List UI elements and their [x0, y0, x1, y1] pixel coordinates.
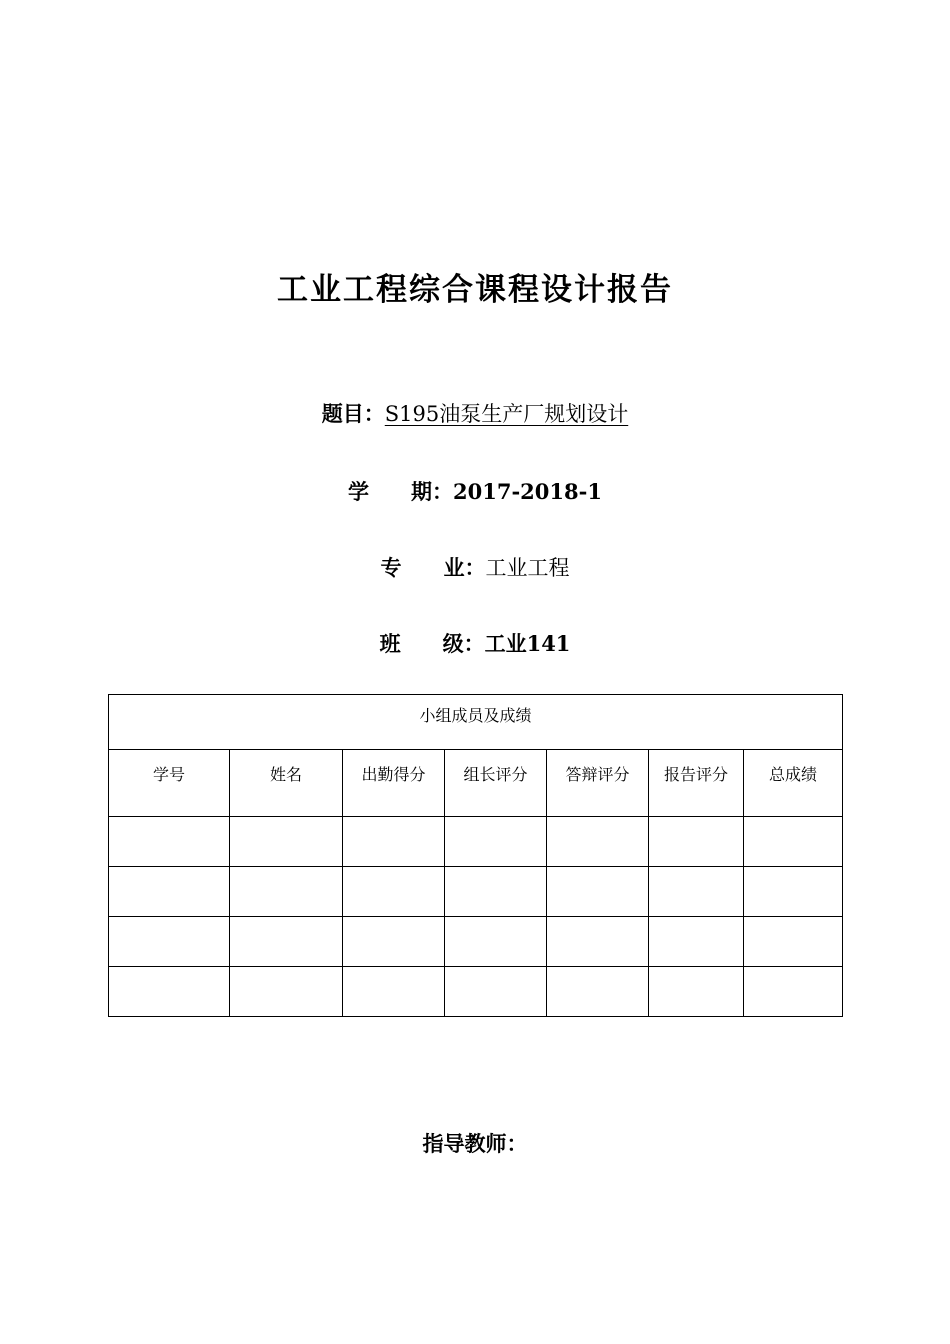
- major-value: 工业工程: [485, 556, 570, 580]
- class-line: [0, 630, 950, 658]
- term-label: 学 期：: [348, 479, 454, 504]
- table-cell[interactable]: [649, 967, 744, 1017]
- table-cell[interactable]: [109, 867, 230, 917]
- term-value: 2017-2018-1: [453, 479, 602, 504]
- table-caption-row: [109, 695, 843, 750]
- table-cell[interactable]: [445, 817, 547, 867]
- table-cell[interactable]: [109, 967, 230, 1017]
- class-label: 班 级：: [379, 631, 485, 656]
- header-student-id: 学号: [109, 750, 230, 817]
- table-row: [109, 817, 843, 867]
- table-cell[interactable]: [230, 967, 343, 1017]
- table-cell[interactable]: [547, 917, 649, 967]
- header-name: 姓名: [230, 750, 343, 817]
- table-cell[interactable]: [649, 867, 744, 917]
- table-cell[interactable]: [109, 817, 230, 867]
- table-cell[interactable]: [744, 917, 843, 967]
- table-cell[interactable]: [109, 917, 230, 967]
- class-value: 工业141: [484, 631, 571, 656]
- grade-table: [108, 694, 843, 1017]
- report-title: 工业工程综合课程设计报告: [277, 272, 673, 308]
- table-cell[interactable]: [343, 817, 445, 867]
- topic-label: 题目：: [321, 401, 385, 426]
- table-row: [109, 967, 843, 1017]
- header-total-score: 总成绩: [744, 750, 843, 817]
- table-cell[interactable]: [649, 917, 744, 967]
- table-cell[interactable]: [445, 967, 547, 1017]
- table-cell[interactable]: [343, 917, 445, 967]
- table-cell[interactable]: [744, 967, 843, 1017]
- table-caption: 小组成员及成绩: [109, 695, 843, 750]
- table-cell[interactable]: [445, 917, 547, 967]
- major-label: 专 业：: [380, 555, 486, 580]
- major-line: [0, 554, 950, 582]
- table-cell[interactable]: [230, 917, 343, 967]
- table-cell[interactable]: [744, 867, 843, 917]
- table-row: [109, 867, 843, 917]
- advisor-label: 指导教师：: [422, 1131, 528, 1156]
- table-cell[interactable]: [547, 867, 649, 917]
- topic-line: [0, 400, 950, 428]
- term-line: [0, 478, 950, 506]
- table-cell[interactable]: [547, 967, 649, 1017]
- table-cell[interactable]: [744, 817, 843, 867]
- table-cell[interactable]: [230, 817, 343, 867]
- topic-value: S195油泵生产厂规划设计: [384, 402, 629, 426]
- table-cell[interactable]: [649, 817, 744, 867]
- table-row: [109, 917, 843, 967]
- header-attendance-score: 出勤得分: [343, 750, 445, 817]
- table-cell[interactable]: [445, 867, 547, 917]
- table-cell[interactable]: [547, 817, 649, 867]
- table-cell[interactable]: [230, 867, 343, 917]
- header-report-score: 报告评分: [649, 750, 744, 817]
- table-cell[interactable]: [343, 967, 445, 1017]
- header-leader-score: 组长评分: [445, 750, 547, 817]
- table-cell[interactable]: [343, 867, 445, 917]
- table-header-row: [109, 750, 843, 817]
- header-defense-score: 答辩评分: [547, 750, 649, 817]
